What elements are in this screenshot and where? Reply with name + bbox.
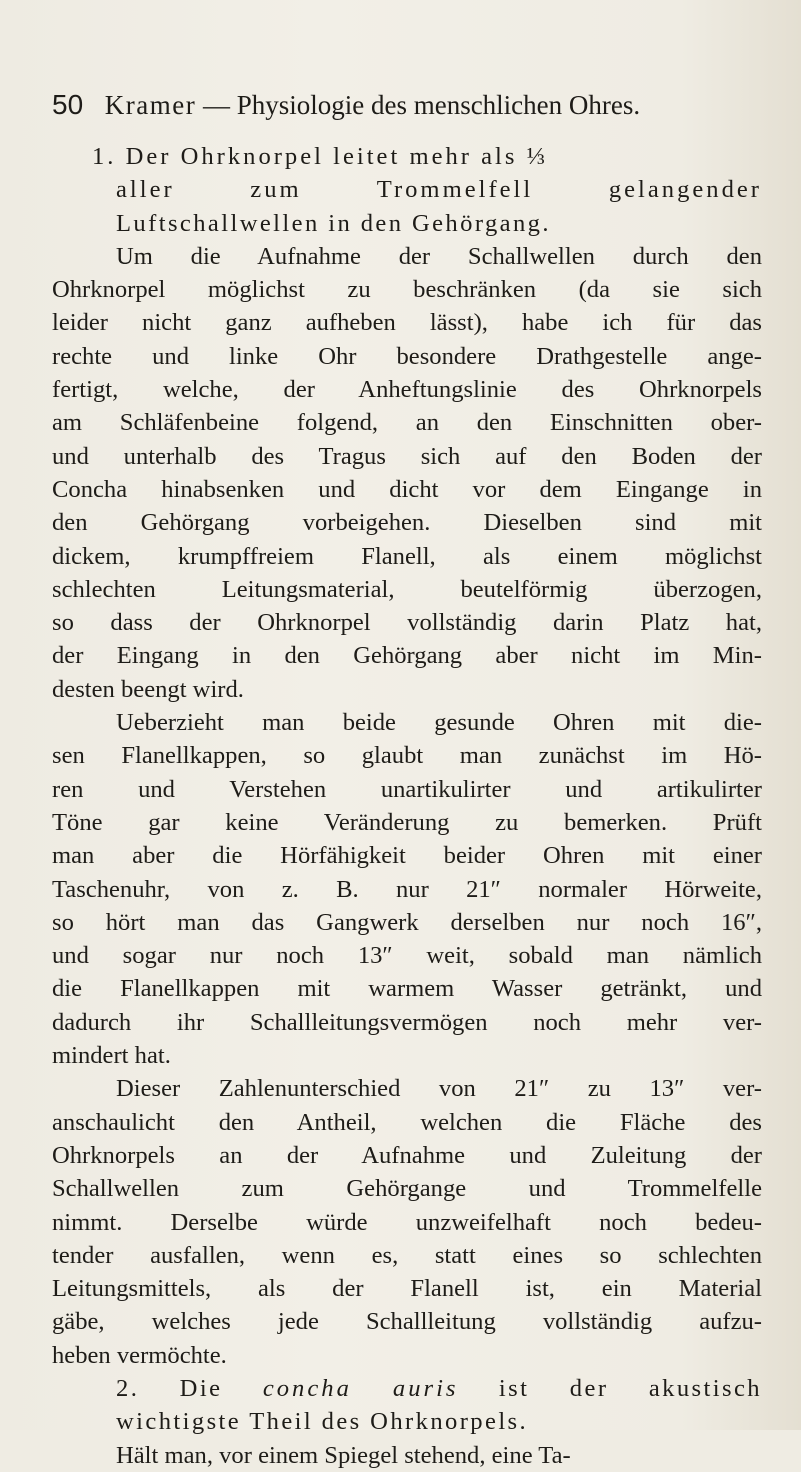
header-separator: — [196,90,237,120]
page-body-text [52,140,762,1472]
section-2-heading-line-1: 2. Die concha auris ist der akustisch [116,1374,762,1402]
text-line: sen Flanellkappen, so glaubt man zunächst im Hö- [52,742,762,770]
text-line: fertigt, welche, der Anheftungslinie des Ohrknorpels [52,376,762,404]
text-line: der Eingang in den Gehörgang aber nicht im Min- [52,642,762,670]
text-line: schlechten Leitungsmaterial, beutelförmig überzogen, [52,575,762,603]
text-line: die Flanellkappen mit warmem Wasser getränkt, und [52,975,762,1003]
section-2-text-line: Hält man, vor einem Spiegel stehend, eine Ta- [116,1441,571,1469]
text-line: Leitungsmittels, als der Flanell ist, ein Material [52,1275,762,1303]
text-line: Ueberzieht man beide gesunde Ohren mit die- [116,709,762,737]
text-line: so hört man das Gangwerk derselben nur noch 16″, [52,908,762,936]
text-line: den Gehörgang vorbeigehen. Dieselben sind mit [52,509,762,537]
text-line: und sogar nur noch 13″ weit, sobald man nämlich [52,942,762,970]
text-line: dickem, krumpffreiem Flanell, als einem möglichst [52,542,762,570]
text-line: Schallwellen zum Gehörgange und Trommelfelle [52,1175,762,1203]
text-line: Töne gar keine Veränderung zu bemerken. Prüft [52,808,762,836]
text-line: Luftschallwellen in den Gehörgang. [116,209,551,237]
text-line: gäbe, welches jede Schallleitung vollständig aufzu- [52,1308,762,1336]
text-line: ren und Verstehen unartikulirter und artikulirter [52,775,762,803]
running-header [52,88,752,122]
text-line: leider nicht ganz aufheben lässt), habe ich für das [52,309,762,337]
text-line: anschaulicht den Antheil, welchen die Fläche des [52,1108,762,1136]
text-line: tender ausfallen, wenn es, statt eines so schlechten [52,1241,762,1269]
text-line: Concha hinabsenken und dicht vor dem Eingange in [52,475,762,503]
header-title: Physiologie des menschlichen Ohres. [236,90,641,120]
text-line: nimmt. Derselbe würde unzweifelhaft noch bedeu- [52,1208,762,1236]
text-line: und unterhalb des Tragus sich auf den Boden der [52,442,762,470]
text-line: mindert hat. [52,1042,171,1070]
text-line: so dass der Ohrknorpel vollständig darin Platz hat, [52,609,762,637]
text-line: dadurch ihr Schallleitungsvermögen noch mehr ver- [52,1008,762,1036]
concha-auris-term: concha auris [262,1374,459,1402]
text-line: Ohrknorpels an der Aufnahme und Zuleitung der [52,1141,762,1169]
text-line: 1. Der Ohrknorpel leitet mehr als ⅓ [92,143,549,170]
text-line: man aber die Hörfähigkeit beider Ohren mit einer [52,842,762,870]
section-2-heading-line-2: wichtigste Theil des Ohrknorpels. [116,1408,529,1436]
text-line: Dieser Zahlenunterschied von 21″ zu 13″ ver- [116,1075,762,1103]
text-line: desten beengt wird. [52,675,244,703]
text-line: aller zum Trommelfell gelangender [116,176,762,204]
text-line: Taschenuhr, von z. B. nur 21″ normaler Hörweite, [52,875,762,903]
text-line: am Schläfenbeine folgend, an den Einschnitten ober- [52,409,762,437]
header-author: Kramer [104,90,197,120]
text-line: Um die Aufnahme der Schallwellen durch den [116,242,762,270]
text-line: Ohrknorpel möglichst zu beschränken (da sie sich [52,276,762,304]
page-number: 50 [52,89,84,120]
text-line: heben vermöchte. [52,1341,227,1369]
text-line: rechte und linke Ohr besondere Drathgestelle ange- [52,342,762,370]
